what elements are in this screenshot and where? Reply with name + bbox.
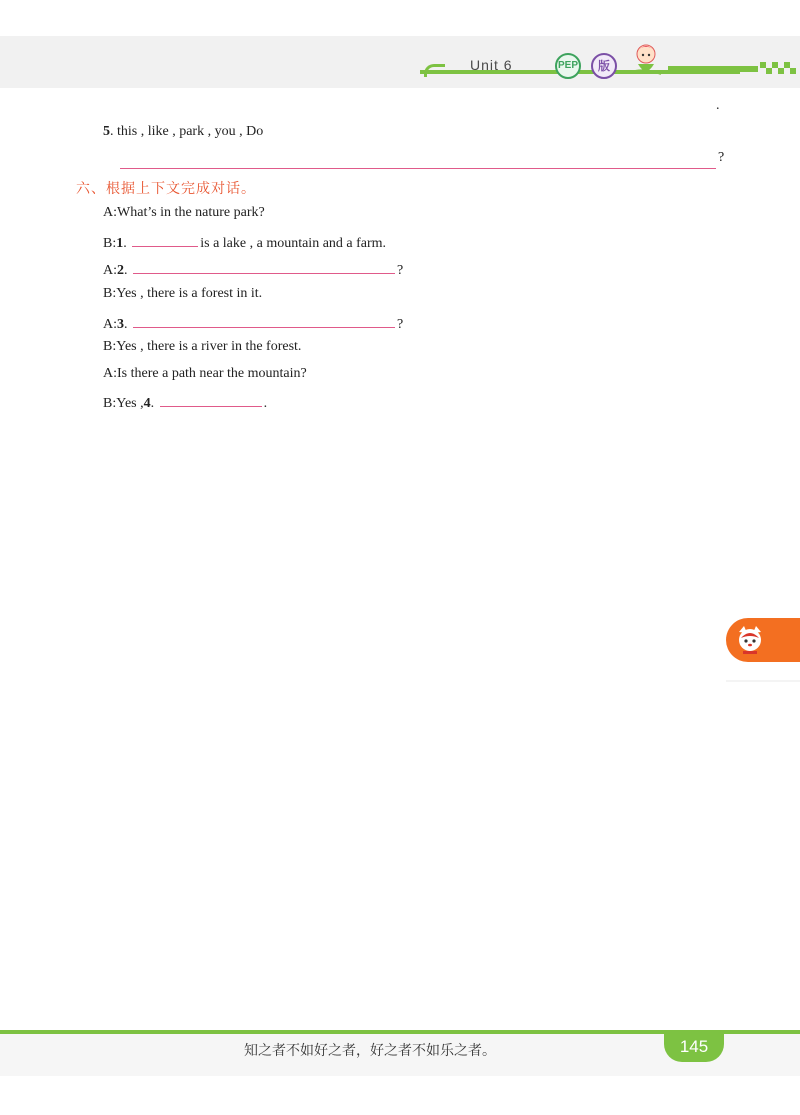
page-number: 145 [664, 1032, 724, 1062]
checker-decoration [668, 62, 800, 76]
answer-blank-1[interactable] [132, 232, 198, 247]
dialogue-line: A:Is there a path near the mountain? [103, 366, 307, 381]
unit-label: Unit 6 [470, 57, 513, 73]
speaker-label: B [103, 236, 113, 251]
blank-number: 3 [117, 317, 125, 332]
dialogue-line: A:2. ? [103, 259, 403, 279]
speaker-label: A [103, 263, 114, 278]
dialogue-line: B:Yes , there is a forest in it. [103, 286, 263, 301]
dialogue-text: Yes , there is a river in the forest. [116, 339, 302, 354]
pep-badge: PEP [555, 53, 581, 79]
dialogue-text: Yes , there is a forest in it. [116, 286, 263, 301]
dialogue-text: ? [397, 263, 404, 278]
dialogue-text: is a lake , a mountain and a farm. [200, 236, 387, 251]
speaker-label: A [103, 366, 114, 381]
dialogue-text: Is there a path near the mountain? [117, 366, 307, 381]
answer-blank-2[interactable] [133, 259, 395, 274]
side-tab [726, 618, 800, 662]
dialogue-text: ? [397, 317, 404, 332]
blank-number: 4 [143, 396, 151, 411]
blank-number: 1 [116, 236, 124, 251]
fox-mascot-icon [734, 624, 766, 656]
dialogue-line: B:1. is a lake , a mountain and a farm. [103, 232, 386, 252]
edition-badge: 版 [591, 53, 617, 79]
question-mark: ? [718, 150, 725, 165]
question-5 [103, 124, 263, 140]
dialogue-line: B:Yes ,4. . [103, 392, 267, 412]
footer-motto: 知之者不如好之者，好之者不如乐之者。 [244, 1043, 496, 1059]
speaker-label: B [103, 286, 113, 301]
dialogue-text: Yes , [116, 396, 144, 411]
question-words: . this , like , park , you , Do [110, 124, 264, 139]
side-divider [726, 680, 800, 682]
cartoon-girl-icon [625, 38, 667, 80]
speaker-label: B [103, 339, 113, 354]
answer-blank-3[interactable] [133, 313, 395, 328]
section-title: 六、根据上下文完成对话。 [76, 181, 256, 197]
speaker-label: A [103, 205, 114, 220]
dialogue-text: . [263, 396, 268, 411]
end-dot: . [716, 98, 720, 113]
answer-blank-4[interactable] [160, 392, 262, 407]
answer-line-5[interactable] [120, 168, 716, 169]
dialogue-line: A:What’s in the nature park? [103, 205, 265, 220]
dialogue-line: A:3. ? [103, 313, 403, 333]
speaker-label: B [103, 396, 113, 411]
speaker-label: A [103, 317, 114, 332]
dialogue-line: B:Yes , there is a river in the forest. [103, 339, 302, 354]
question-number: 5 [103, 124, 110, 139]
dialogue-text: What’s in the nature park? [117, 205, 265, 220]
blank-number: 2 [117, 263, 125, 278]
